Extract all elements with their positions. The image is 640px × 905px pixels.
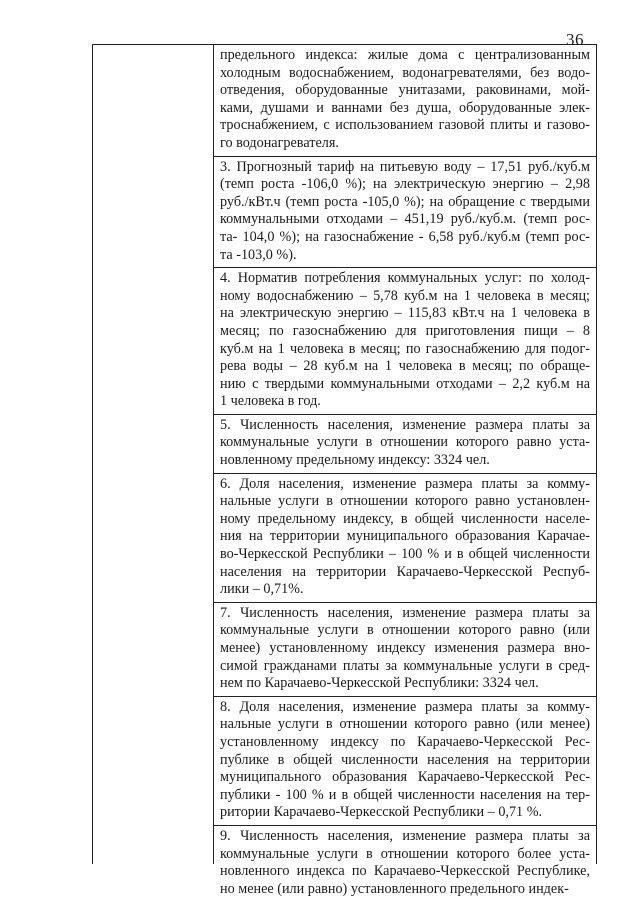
paragraph-line: месяц; по газоснабжению для приготовления пищи – 8 <box>220 322 590 339</box>
paragraph-line: руб./кВт.ч (темп роста -105,0 %); на обращение с твердыми <box>220 193 590 210</box>
paragraph-line: 9. Численность населения, изменение размера платы за <box>220 827 590 844</box>
paragraph-line: ритории Карачаево-Черкесской Республики – 0,71 %. <box>220 804 543 821</box>
paragraph-line: менее) установленному индексу изменения размера вно- <box>220 640 590 656</box>
paragraph-line: 4. Норматив потребления коммунальных услуг: по холод- <box>220 270 590 287</box>
paragraph-line: во-Черкесской Республики – 100 % и в общей численности <box>220 546 590 563</box>
paragraph-line: муниципального образования Карачаево-Черкесской Рес- <box>220 769 590 786</box>
paragraph-line: та -103,0 %). <box>220 246 297 263</box>
paragraph-line: ками, душами и ваннами без душа, оборудованные элек- <box>220 99 590 116</box>
table-cell-paragraph <box>214 826 596 901</box>
paragraph-line: коммунальные услуги в отношении которого более уста- <box>220 845 590 862</box>
paragraph-line: публики - 100 % и в общей численности населения на тер- <box>220 786 590 803</box>
page-number: 36 <box>566 30 584 49</box>
table-cell-paragraph <box>214 603 596 697</box>
paragraph-line: на электрическую энергию – 115,83 кВт.ч на 1 человека в <box>220 305 590 322</box>
paragraph-line: новленному предельному индексу: 3324 чел. <box>220 452 490 469</box>
paragraph-line: нем по Карачаево-Черкесской Республики: 3324 чел. <box>220 675 539 692</box>
paragraph-line: коммунальные услуги в отношении которого равно уста- <box>220 434 590 451</box>
table-cell-paragraph <box>214 474 596 603</box>
table-right-column <box>214 45 596 897</box>
paragraph-line: нальные услуги в отношении которого равно (или менее) <box>220 716 590 733</box>
paragraph-line: 8. Доля населения, изменение размера платы за комму- <box>220 698 590 715</box>
table-left-column <box>93 45 214 864</box>
table-cell-paragraph <box>214 45 596 157</box>
table-cell-paragraph <box>214 697 596 826</box>
paragraph-line: предельного индекса: жилые дома с централизованным <box>220 47 590 63</box>
paragraph-line: населения на территории Карачаево-Черкесской Респуб- <box>220 563 590 580</box>
paragraph-line: лики – 0,71%. <box>220 581 304 598</box>
paragraph-line: отведения, оборудованные унитазами, раковинами, мой- <box>220 82 590 99</box>
paragraph-line: нию с твердыми коммунальными отходами – 2,2 куб.м на <box>220 375 590 392</box>
paragraph-line: коммунальными отходами – 451,19 руб./куб.м. (темп рос- <box>220 211 590 228</box>
paragraph-line: установленному индексу по Карачаево-Черкесской Рес- <box>220 733 590 750</box>
paragraph-line: ния на территории муниципального образования Карачае- <box>220 528 590 545</box>
paragraph-line: та- 104,0 %); на газоснабжение - 6,58 руб./куб.м (темп рос- <box>220 228 590 245</box>
paragraph-line: нальные услуги в отношении которого равно установлен- <box>220 493 590 510</box>
paragraph-line: троснабжением, с использованием газовой плиты и газово- <box>220 117 590 134</box>
paragraph-line: (темп роста -106,0 %); на электрическую энергию – 2,98 <box>220 176 590 193</box>
paragraph-line: коммунальные услуги в отношении которого равно (или <box>220 622 590 639</box>
paragraph-line: ному водоснабжению – 5,78 куб.м на 1 человека в месяц; <box>220 287 590 304</box>
paragraph-line: рева воды – 28 куб.м на 1 человека в месяц; по обраще- <box>220 358 590 375</box>
paragraph-line: холодным водоснабжением, водонагревателями, без водо- <box>220 64 590 81</box>
paragraph-line: куб.м на 1 человека в месяц; по газоснабжению для подог- <box>220 340 590 357</box>
paragraph-line: новленного индекса по Карачаево-Черкесской Республике, <box>220 863 590 880</box>
paragraph-line: публике в общей численности населения на территории <box>220 751 590 768</box>
paragraph-line: 5. Численность населения, изменение размера платы за <box>220 416 590 433</box>
paragraph-line: 7. Численность населения, изменение размера платы за <box>220 604 590 621</box>
paragraph-line: го водонагревателя. <box>220 134 339 151</box>
document-table <box>92 44 597 897</box>
paragraph-line: 1 человека в год. <box>220 393 321 410</box>
paragraph-line: ному предельному индексу, в общей численности населе- <box>220 510 590 527</box>
paragraph-line: симой гражданами платы за коммунальные услуги в сред- <box>220 657 590 674</box>
table-cell-paragraph <box>214 268 596 415</box>
paragraph-line: но менее (или равно) установленного предельного индек- <box>220 880 569 897</box>
paragraph-line: 3. Прогнозный тариф на питьевую воду – 17,51 руб./куб.м <box>220 158 590 175</box>
table-cell-paragraph <box>214 157 596 269</box>
table-cell-paragraph <box>214 415 596 474</box>
paragraph-line: 6. Доля населения, изменение размера платы за комму- <box>220 475 590 492</box>
